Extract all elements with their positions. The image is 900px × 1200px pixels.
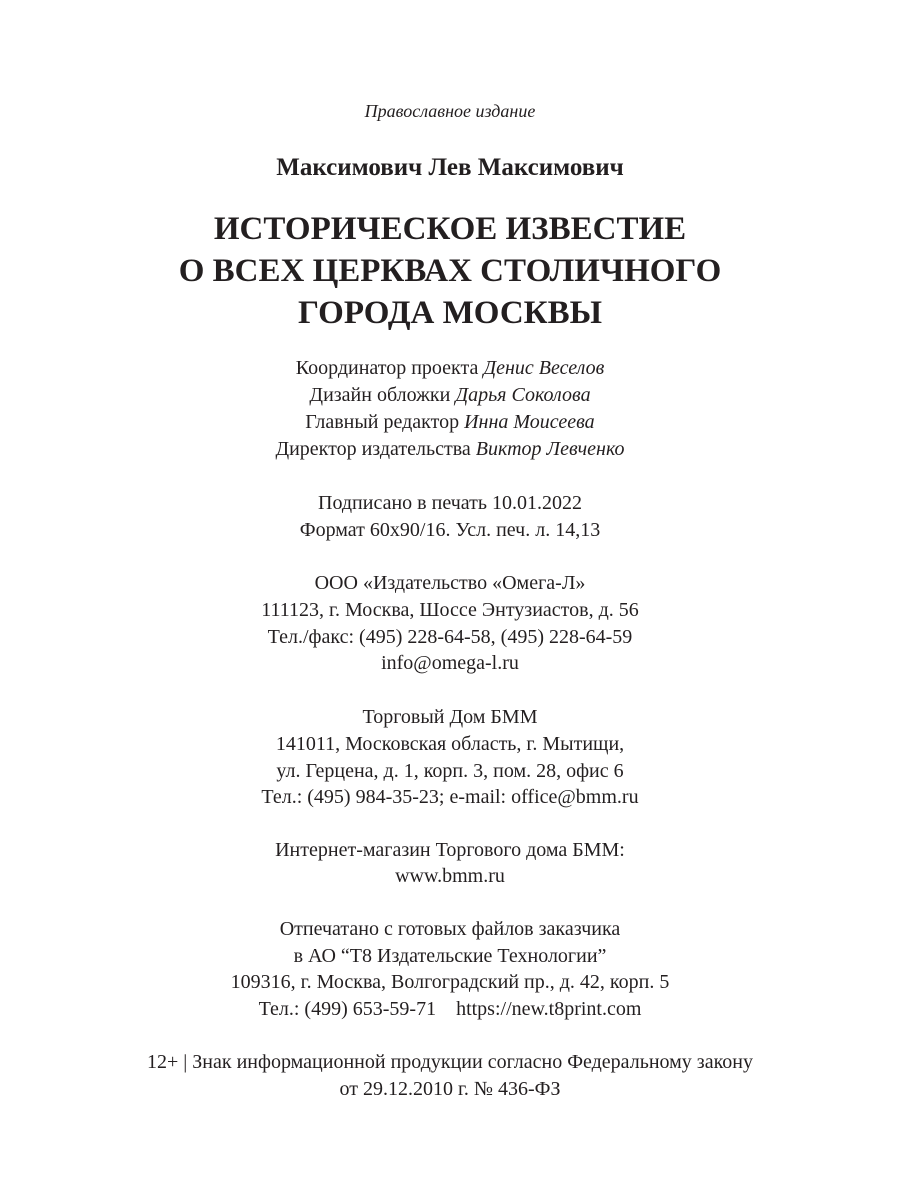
print-format: Формат 60x90/16. Усл. печ. л. 14,13: [299, 519, 601, 541]
printer-line: Отпечатано с готовых файлов заказчика: [279, 918, 621, 940]
trading-house-name: Торговый Дом БММ: [362, 706, 538, 728]
credit-person: Денис Веселов: [483, 357, 605, 379]
title-line: ИСТОРИЧЕСКОЕ ИЗВЕСТИЕ: [213, 211, 687, 247]
publisher-phone: Тел./факс: (495) 228-64-58, (495) 228-64-59: [267, 626, 633, 648]
credit-person: Дарья Соколова: [455, 384, 591, 406]
credit-line: [0, 382, 900, 408]
printer-address: 109316, г. Москва, Волгоградский пр., д. 42, корп. 5: [230, 971, 670, 993]
edition-label: Православное издание: [364, 101, 536, 121]
trading-house-address: 141011, Московская область, г. Мытищи,: [275, 733, 625, 755]
publisher-email: info@omega-l.ru: [381, 652, 519, 674]
publisher-name: ООО «Издательство «Омега-Л»: [314, 572, 586, 594]
credit-role: Дизайн обложки: [309, 384, 451, 406]
publisher-address: 111123, г. Москва, Шоссе Энтузиастов, д. 56: [261, 599, 639, 621]
author-name: Максимович Лев Максимович: [276, 154, 624, 181]
credit-role: Главный редактор: [305, 411, 460, 433]
online-store-label: Интернет-магазин Торгового дома БММ:: [275, 839, 625, 861]
trading-house-contacts: Тел.: (495) 984-35-23; e-mail: office@bmm.ru: [261, 786, 639, 808]
credit-line: [0, 436, 900, 462]
printer-line: в АО “Т8 Издательские Технологии”: [293, 945, 607, 967]
credit-role: Координатор проекта: [295, 357, 479, 379]
credit-person: Виктор Левченко: [475, 438, 625, 460]
credit-line: [0, 409, 900, 435]
age-notice-line: 12+ | Знак информационной продукции согласно Федеральному закону: [147, 1051, 753, 1073]
credit-role: Директор издательства: [275, 438, 471, 460]
print-date: Подписано в печать 10.01.2022: [318, 492, 582, 514]
printer-contacts: Тел.: (499) 653-59-71 https://new.t8print.com: [258, 998, 642, 1020]
title-line: О ВСЕХ ЦЕРКВАХ СТОЛИЧНОГО: [178, 253, 722, 289]
credit-line: [0, 355, 900, 381]
credit-person: Инна Моисеева: [464, 411, 595, 433]
age-notice-line: от 29.12.2010 г. № 436-ФЗ: [339, 1078, 561, 1100]
trading-house-address: ул. Герцена, д. 1, корп. 3, пом. 28, офис 6: [276, 760, 624, 782]
title-line: ГОРОДА МОСКВЫ: [297, 295, 602, 331]
online-store-url: www.bmm.ru: [395, 865, 505, 887]
